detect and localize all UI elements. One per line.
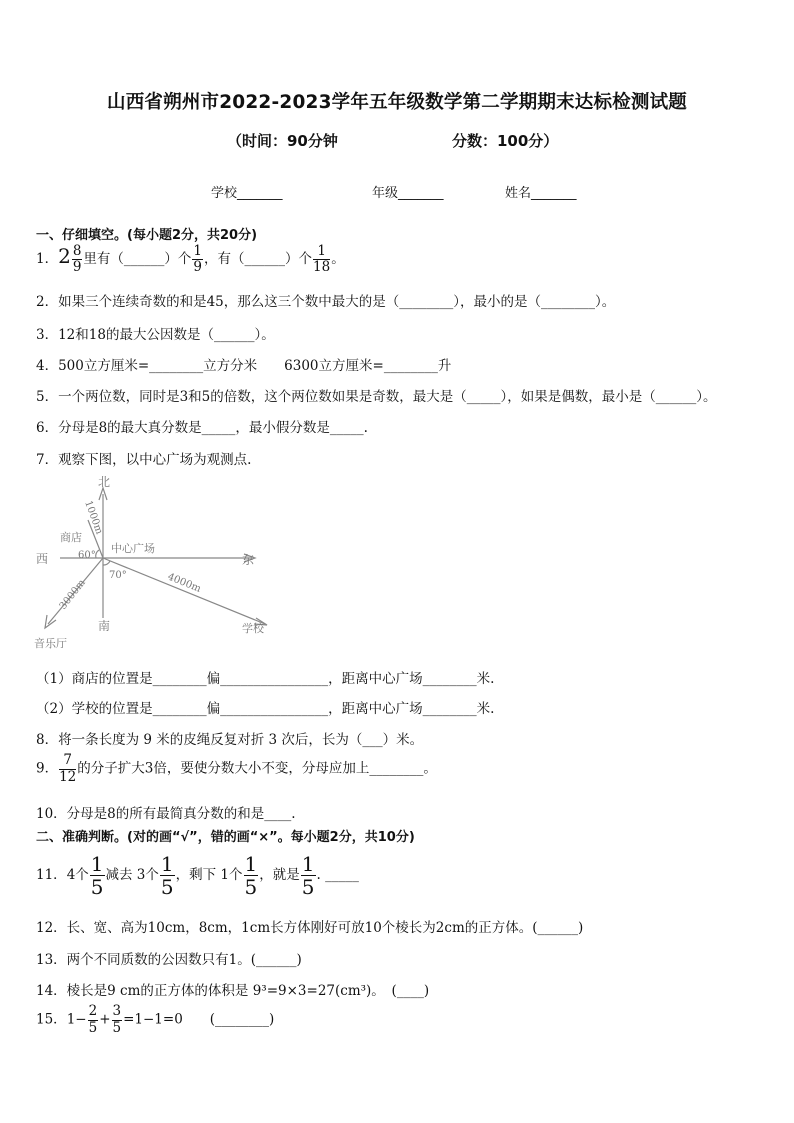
label-east: 东 xyxy=(242,553,255,567)
exam-time: （时间：90分钟 xyxy=(227,132,338,150)
q11-fraction-4: $\frac{1}{5}$ xyxy=(301,852,315,899)
q1-fraction-2: $\frac{1}{9}$ xyxy=(193,242,203,275)
name-field[interactable]: 姓名_______ xyxy=(505,186,577,201)
q1-text-2[interactable]: ，有（______）个 xyxy=(204,251,313,267)
q11-fraction-1: $\frac{1}{5}$ xyxy=(90,852,104,899)
q15-answer-blank[interactable]: =1−1=0 (________) xyxy=(123,1011,275,1028)
label-south: 南 xyxy=(98,619,111,633)
label-shop: 商店 xyxy=(60,531,82,544)
question-4[interactable]: 4．500立方厘米=________立方分米 6300立方厘米=________升 xyxy=(36,358,452,374)
question-9[interactable] xyxy=(36,754,437,784)
angle-70-arc xyxy=(103,561,110,565)
question-2[interactable]: 2．如果三个连续奇数的和是45，那么这三个数中最大的是（________），最小的是（________）。 xyxy=(36,294,616,310)
question-1 xyxy=(36,244,345,275)
question-8[interactable]: 8．将一条长度为 9 米的皮绳反复对折 3 次后，长为（___）米。 xyxy=(36,732,424,748)
label-music-hall: 音乐厅 xyxy=(34,637,67,650)
section-heading-judge: 二、准确判断。(对的画“√”，错的画“×”。每小题2分，共10分) xyxy=(36,830,415,845)
section-heading-fill: 一、仔细填空。(每小题2分，共20分) xyxy=(36,228,258,243)
q11-fraction-3: $\frac{1}{5}$ xyxy=(244,852,258,899)
grade-field[interactable]: 年级_______ xyxy=(372,186,444,201)
q11-number: 11． xyxy=(36,867,67,883)
q15-fraction-1: $\frac{2}{5}$ xyxy=(88,1003,98,1036)
label-north: 北 xyxy=(98,475,111,489)
label-center: 中心广场 xyxy=(111,542,155,555)
q9-number: 9． xyxy=(36,760,59,777)
q9-fraction: $\frac{7}{12}$ xyxy=(59,752,77,785)
question-15[interactable]: 15．1− $\frac{2}{5}$ + $\frac{3}{5}$ =1−1=0 (________) xyxy=(36,1003,275,1036)
angle-60-arc xyxy=(96,550,99,558)
question-11[interactable]: 11．4个 $\frac{1}{5}$ 减去 3个 $\frac{1}{5}$ ，剩下 1个 $\frac{1}{5}$ ，就是 $\frac{1}{5}$ . _____ xyxy=(36,852,359,899)
label-school: 学校 xyxy=(242,622,264,635)
q1-text-1[interactable]: 里有（______）个 xyxy=(83,251,192,267)
question-14[interactable]: 14．棱长是9 cm的正方体的体积是 9³=9×3=27(cm³)。 (____) xyxy=(36,983,430,999)
label-3000m: 3000m xyxy=(57,577,88,612)
q1-whole: 2 xyxy=(58,244,71,268)
q9-text[interactable]: 的分子扩大3倍，要使分数大小不变，分母应加上________。 xyxy=(77,760,437,777)
school-field[interactable]: 学校_______ xyxy=(211,186,283,201)
page-title: 山西省朔州市2022-2023学年五年级数学第二学期期末达标检测试题 xyxy=(107,92,687,113)
label-70-degrees: 70° xyxy=(109,570,127,581)
question-10[interactable]: 10．分母是8的所有最简真分数的和是____. xyxy=(36,806,296,822)
school-ray xyxy=(103,558,265,624)
q1-text-3: 。 xyxy=(331,251,345,267)
q11-fraction-2: $\frac{1}{5}$ xyxy=(160,852,174,899)
question-7: 7．观察下图，以中心广场为观测点. xyxy=(36,452,252,468)
question-13[interactable]: 13．两个不同质数的公因数只有1。(______) xyxy=(36,952,302,968)
question-12[interactable]: 12．长、宽、高为10cm，8cm，1cm长方体刚好可放10个棱长为2cm的正方体。(______) xyxy=(36,920,584,936)
compass-diagram xyxy=(30,472,290,650)
q1-number: 1． xyxy=(36,251,59,267)
q1-fraction-1: $\frac{8}{9}$ xyxy=(72,242,82,275)
question-7-2[interactable]: （2）学校的位置是________偏________________，距离中心广场________米. xyxy=(36,701,495,717)
label-1000m: 1000m xyxy=(82,499,105,536)
question-5[interactable]: 5．一个两位数，同时是3和5的倍数，这个两位数如果是奇数，最大是（_____），如果是偶数，最小是（______）。 xyxy=(36,389,717,405)
q11-answer-blank[interactable]: . _____ xyxy=(316,867,359,883)
label-60-degrees: 60° xyxy=(78,550,96,561)
question-3[interactable]: 3．12和18的最大公因数是（______）。 xyxy=(36,327,275,343)
label-west: 西 xyxy=(36,552,49,566)
label-4000m: 4000m xyxy=(165,571,203,595)
q1-fraction-3: $\frac{1}{18}$ xyxy=(313,242,331,275)
question-6[interactable]: 6．分母是8的最大真分数是_____，最小假分数是_____. xyxy=(36,420,368,436)
q15-number: 15． xyxy=(36,1011,67,1028)
exam-score: 分数：100分） xyxy=(452,132,559,150)
question-7-1[interactable]: （1）商店的位置是________偏________________，距离中心广场________米. xyxy=(36,671,495,687)
q15-fraction-2: $\frac{3}{5}$ xyxy=(112,1003,122,1036)
